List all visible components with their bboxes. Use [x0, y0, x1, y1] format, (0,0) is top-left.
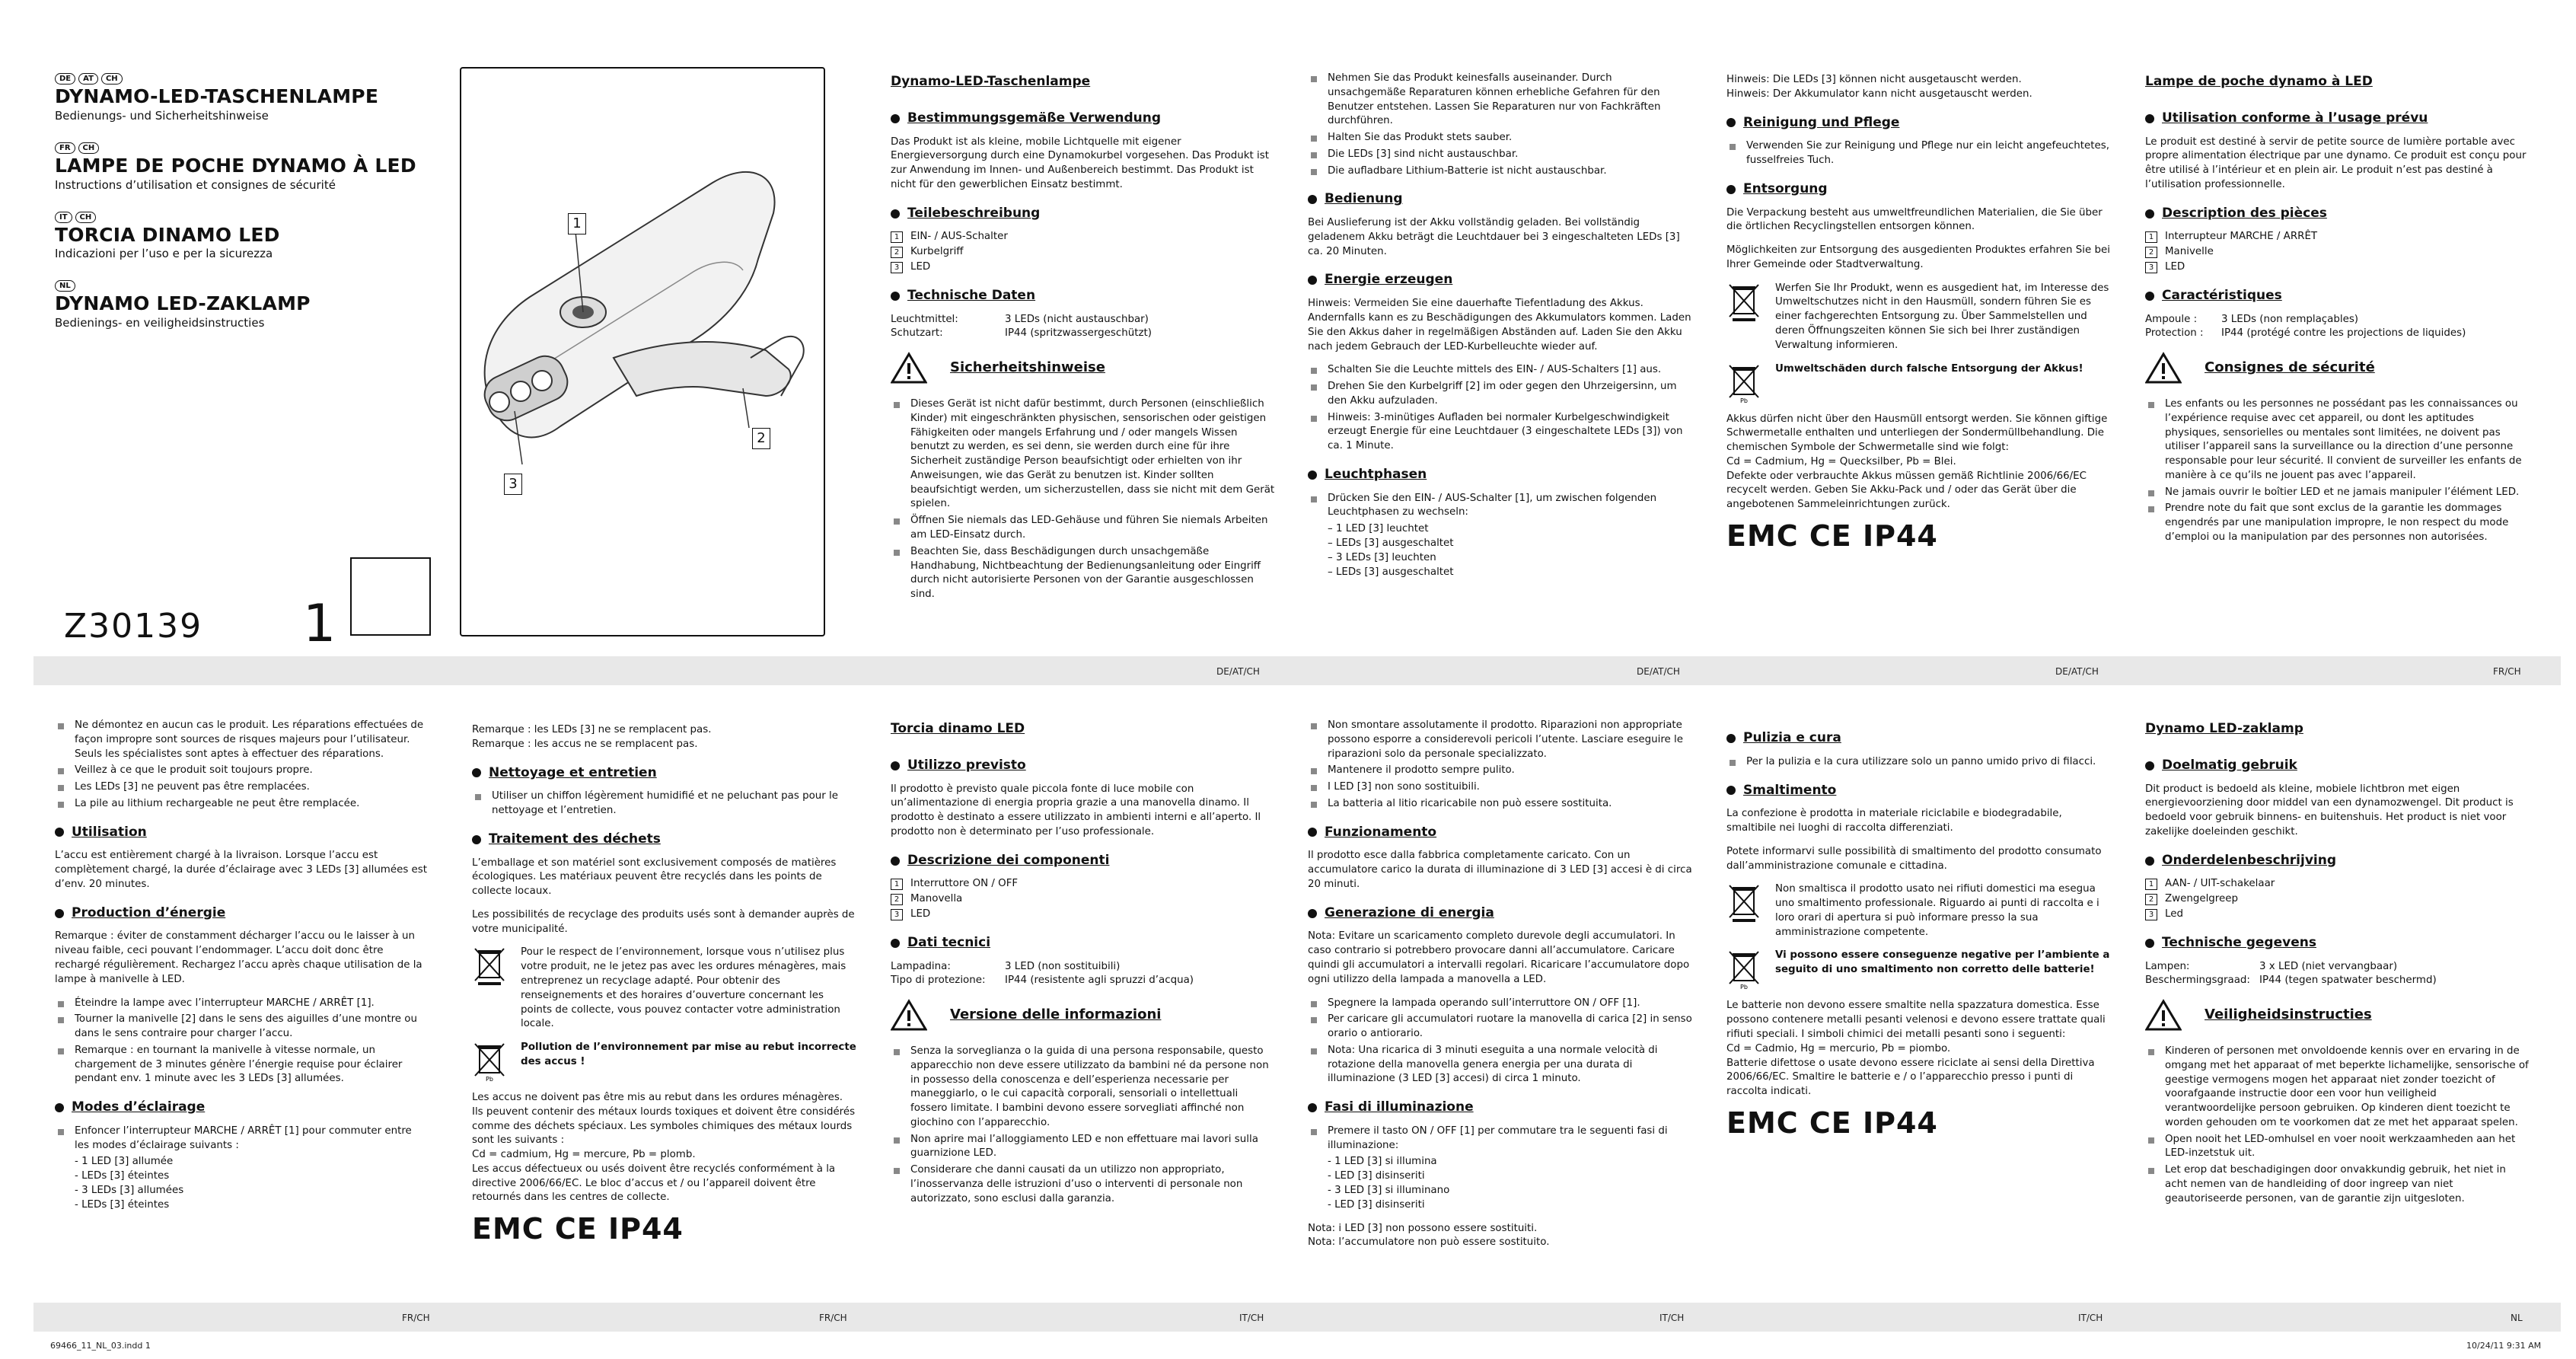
- heading-clean: Nettoyage et entretien: [472, 764, 856, 783]
- text-energy: Hinweis: Vermeiden Sie eine dauerhafte Tiefentladung des Akkus. Andernfalls kann es zu Beschädigungen des Akkumulators kommen. Laden Sie den Akkus daher in regelmäßigen Abständen auf. Laden Sie den Akku nach jedem Gebrauch der LED-Kurbelleuchte wieder auf.: [1308, 298, 1691, 353]
- svg-text:Pb: Pb: [1740, 984, 1748, 991]
- section-title: Dynamo LED-zaklamp: [2145, 721, 2303, 736]
- heading-safety: Consignes de sécurité: [2145, 352, 2530, 384]
- battery-warning: Pb Vi possono essere conseguenze negative per l’ambiente a seguito di uno smaltimento non corretto delle batterie!: [1726, 949, 2111, 990]
- heading-safety: Sicherheitshinweise: [891, 352, 1275, 384]
- de-column-1: [891, 73, 1275, 605]
- lang-badge: AT: [78, 73, 98, 85]
- heading-tech: Dati tecnici: [891, 934, 1275, 952]
- cover-column: [55, 73, 451, 349]
- certification-marks: EMC CE IP44: [472, 1212, 684, 1246]
- heading-phases: Fasi di illuminazione: [1308, 1099, 1692, 1117]
- heading-phases: Leuchtphasen: [1308, 466, 1692, 484]
- heading-disposal: Traitement des déchets: [472, 831, 856, 849]
- footer-lang: IT/CH: [1239, 1313, 1264, 1323]
- device-illustration: [460, 67, 825, 636]
- model-number: Z30139: [64, 607, 203, 646]
- lang-badge: CH: [101, 73, 123, 85]
- text-disposal: Les possibilités de recyclage des produits usés sont à demander auprès de votre municipalité.: [472, 908, 855, 935]
- section-title: Lampe de poche dynamo à LED: [2145, 74, 2373, 89]
- crossed-bin-icon: [1726, 282, 1761, 323]
- tech-data: Lampen: 3 x LED (niet vervangbaar) Beschermingsgraad: IP44 (tegen spatwater beschermd): [2145, 960, 2437, 987]
- note: Nota: i LED [3] non possono essere sostituiti.: [1308, 1222, 1538, 1234]
- text-disposal: Die Verpackung besteht aus umweltfreundlichen Materialien, die Sie über die örtlichen Recyclingstellen entsorgen können.: [1726, 206, 2103, 233]
- clean-list: Utiliser un chiffon légèrement humidifié et ne peluchant pas pour le nettoyage et l’entretien.: [472, 790, 856, 818]
- fr-column-1: [2145, 73, 2530, 547]
- fr-column-2: [55, 719, 428, 1213]
- heading-disposal: Smaltimento: [1726, 782, 2111, 800]
- section-title: Dynamo-LED-Taschenlampe: [891, 74, 1091, 89]
- phases: - 1 LED [3] si illumina - LED [3] disinseriti - 3 LED [3] si illuminano - LED [3] disinseriti: [1328, 1156, 1450, 1211]
- cover-lang-it: [55, 212, 451, 263]
- parts-list: 1 Interrupteur MARCHE / ARRÊT 2 Manivelle 3 LED: [2145, 230, 2530, 274]
- section-title: Torcia dinamo LED: [891, 721, 1025, 736]
- heading-tech: Technische Daten: [891, 287, 1275, 305]
- certification-marks: EMC CE IP44: [1726, 1105, 1938, 1140]
- text-disposal: Möglichkeiten zur Entsorgung des ausgedienten Produktes erfahren Sie bei Ihrer Gemeinde oder Stadtverwaltung.: [1726, 244, 2110, 270]
- print-date: 10/24/11 9:31 AM: [2466, 1341, 2542, 1351]
- heading-parts: Descrizione dei componenti: [891, 852, 1275, 870]
- svg-text:Pb: Pb: [1740, 397, 1748, 404]
- callout-2: 2: [752, 428, 770, 449]
- blank-box: [350, 557, 431, 636]
- footer-lang: DE/AT/CH: [1216, 666, 1260, 677]
- heading-op: Bedienung: [1308, 190, 1692, 209]
- heading-phases: Modes d’éclairage: [55, 1099, 428, 1117]
- safety-list: Les enfants ou les personnes ne possédant pas les connaissances ou l’expérience requise avec cet appareil, ou dont les aptitudes physiques, sensorielles ou mentales sont limitées, ne doivent pas utiliser l’appareil sans la surveillance ou la direction d’une personne responsable pour leur sécurité. Il convient de surveiller les enfants de manière à ce qu’ils ne jouent pas avec l’appareil. Ne jamais ouvrir le boîtier LED et ne jamais manipuler l’élément LED. Prendre note du fait que sont exclus de la garantie les dommages engendrés par une manipulation impropre, le non respect du mode d’emploi ou la manipulation par des personnes non autorisées.: [2145, 397, 2530, 545]
- safety-list: Senza la sorveglianza o la guida di una persona responsabile, questo apparecchio non deve essere utilizzato da bambini né da persone non in possesso della conoscenza e dell’esperienza necessarie per maneggiarlo, o le cui capacità corporali, sensoriali o intellettuali fossero limitate. I bambini devono essere sorvegliati affinché non giochino con l’apparecchio. Non aprire mai l’alloggiamento LED e non effettuare mai lavori sulla guarnizione LED. Considerare che danni causati da un utilizzo non appropriato, l’inosservanza delle istruzioni d’uso o interventi di personale non autorizzato, sono esclusi dalla garanzia.: [891, 1045, 1275, 1206]
- clean-list: Per la pulizia e la cura utilizzare solo un panno umido privo di filacci.: [1726, 755, 2111, 770]
- it-column-3: [1726, 717, 2111, 1140]
- phases: - 1 LED [3] allumée - LEDs [3] éteintes - 3 LEDs [3] allumées - LEDs [3] éteintes: [75, 1156, 184, 1211]
- cover-subtitle: Instructions d’utilisation et consignes de sécurité: [55, 177, 336, 192]
- heading-parts: Teilebeschreibung: [891, 205, 1275, 223]
- footer-lang: IT/CH: [1659, 1313, 1685, 1323]
- warning-icon: [891, 999, 927, 1031]
- svg-text:Pb: Pb: [486, 1076, 493, 1083]
- print-file-name: 69466_11_NL_03.indd 1: [50, 1341, 151, 1351]
- callout-1: 1: [568, 213, 586, 234]
- heading-energy: Production d’énergie: [55, 904, 428, 923]
- energy-list: Éteindre la lampe avec l’interrupteur MARCHE / ARRÊT [1]. Tourner la manivelle [2] dans le sens des aiguilles d’une montre ou dans le sens contraire pour charger l’accu. Remarque : en tournant la manivelle à vitesse normale, un chargement de 3 minutes génère l’énergie requise pour éclairer pendant env. 1 minute avec les 3 LEDs [3] allumées.: [55, 997, 428, 1087]
- tech-data: Leuchtmittel: 3 LEDs (nicht austauschbar) Schutzart: IP44 (spritzwassergeschützt): [891, 313, 1152, 340]
- footer-lang: DE/AT/CH: [2055, 666, 2099, 677]
- callout-3: 3: [504, 474, 522, 495]
- phases-list: Drücken Sie den EIN- / AUS-Schalter [1], um zwischen folgenden Leuchtphasen zu wechseln:: [1308, 492, 1692, 521]
- heading-energy: Generazione di energia: [1308, 904, 1692, 923]
- text-disposal: Potete informarvi sulle possibilità di smaltimento del prodotto consumato dall’amministrazione comunale e cittadina.: [1726, 845, 2102, 872]
- it-column-1: [891, 720, 1275, 1209]
- lang-badge: NL: [55, 280, 75, 292]
- bullet-list: Nehmen Sie das Produkt keinesfalls auseinander. Durch unsachgemäße Reparaturen können erhebliche Gefahren für den Benutzer entstehen. Lassen Sie Reparaturen nur von Fachkräften durchführen. Halten Sie das Produkt stets sauber. Die LEDs [3] sind nicht austauschbar. Die aufladbare Lithium-Batterie ist nicht austauschbar.: [1308, 72, 1692, 178]
- text-energy: Remarque : éviter de constamment décharger l’accu ou le laisser à un niveau faible, ceci pouvant l’endommager. L’accu doit donc être rechargé régulièrement. Rechargez l’accu après chaque utilisation de la lampe à manivelle à LED.: [55, 930, 422, 985]
- lang-badge: CH: [75, 212, 97, 223]
- text-disposal: L’emballage et son matériel sont exclusivement composés de matières écologiques. Les matériaux peuvent être recyclés dans les points de collecte locaux.: [472, 857, 837, 898]
- cover-lang-fr: [55, 142, 451, 193]
- heading-op: Funzionamento: [1308, 824, 1692, 842]
- cover-subtitle: Bedienungs- und Sicherheitshinweise: [55, 108, 269, 123]
- heading-clean: Reinigung und Pflege: [1726, 114, 2111, 132]
- battery-bin-icon: [1726, 362, 1761, 404]
- text-battery: Le batterie non devono essere smaltite nella spazzatura domestica. Esse possono contenere metalli pesanti velenosi e devono essere trattate quali rifiuti speciali. I simboli chimici dei metalli pesanti sono i seguenti: Cd = Cadmio, Hg = mercurio, Pb = piombo. Batterie difettose o usate devono essere riciclate ai sensi della Direttiva 2006/66/EC. Smaltire le batterie e / o l’apparecchio presso i punti di raccolta indicati.: [1726, 1000, 2106, 1098]
- bin-notice: Non smaltisca il prodotto usato nei rifiuti domestici ma esegua uno smaltimento professionale. Riguardo ai punti di raccolta e i loro orari di apertura si può informare presso la sua amministrazione competente.: [1726, 882, 2111, 939]
- battery-bin-icon: [1726, 949, 1761, 990]
- crossed-bin-icon: [472, 946, 507, 987]
- text-energy: Nota: Evitare un scaricamento completo durevole degli accumulatori. In caso contrario si potrebbero provocare danni all’accumulatore. Caricare quindi gli accumulatori a intervalli regolari. Ricaricare l’accumulatore dopo ogni utilizzo della lampada a manovella a LED.: [1308, 930, 1690, 985]
- note: Remarque : les LEDs [3] ne se remplacent pas.: [472, 724, 712, 735]
- phases-list: Enfoncer l’interrupteur MARCHE / ARRÊT [1] pour commuter entre les modes d’éclairage suivants :: [55, 1125, 428, 1153]
- page-number: 1: [303, 594, 336, 654]
- text-op: Bei Auslieferung ist der Akku vollständig geladen. Bei vollständig geladenem Akku beträgt die Leuchtdauer bei 3 eingeschalteten LEDs [3] ca. 20 Minuten.: [1308, 217, 1680, 257]
- heading-parts: Onderdelenbeschrijving: [2145, 852, 2530, 870]
- cover-title: LAMPE DE POCHE DYNAMO À LED: [55, 154, 416, 177]
- heading-safety: Veiligheidsinstructies: [2145, 999, 2530, 1031]
- tech-data: Lampadina: 3 LED (non sostituibili) Tipo di protezione: IP44 (resistente agli spruzzi d’acqua): [891, 960, 1194, 987]
- bullet-list: Non smontare assolutamente il prodotto. Riparazioni non appropriate possono esporre a considerevoli pericoli l’utente. Lasciare eseguire le riparazioni solo da personale specializzato. Mantenere il prodotto sempre pulito. I LED [3] non sono sostituibili. La batteria al litio ricaricabile non può essere sostituita.: [1308, 719, 1692, 812]
- footer-lang: FR/CH: [2493, 666, 2521, 677]
- lang-badge: DE: [55, 73, 75, 85]
- bin-notice: Werfen Sie Ihr Produkt, wenn es ausgedient hat, im Interesse des Umweltschutzes nicht in den Hausmüll, sondern führen Sie es einer fachgerechten Entsorgung zu. Über Sammelstellen und deren Öffnungszeiten können Sie sich bei Ihrer zuständigen Verwaltung informieren.: [1726, 282, 2111, 353]
- phases-list: Premere il tasto ON / OFF [1] per commutare tra le seguenti fasi di illuminazione:: [1308, 1125, 1692, 1153]
- text-op: Il prodotto esce dalla fabbrica completamente caricato. Con un accumulatore carico la durata di illuminazione di 3 LED [3] accesi è di circa 20 minuti.: [1308, 850, 1692, 890]
- bin-notice: Pour le respect de l’environnement, lorsque vous n’utilisez plus votre produit, ne le jetez pas avec les ordures ménagères, mais entreprenez un recyclage adapté. Pour obtenir des renseignements et des horaires d’ouverture concernant les points de collecte, vous pouvez contacter votre administration locale.: [472, 946, 856, 1032]
- warning-icon: [2145, 999, 2182, 1031]
- cover-lang-de: [55, 73, 451, 124]
- heading-tech: Caractéristiques: [2145, 287, 2530, 305]
- cover-title: TORCIA DINAMO LED: [55, 223, 280, 246]
- warning-icon: [2145, 352, 2182, 384]
- footer-lang: FR/CH: [402, 1313, 430, 1323]
- energy-list: Schalten Sie die Leuchte mittels des EIN- / AUS-Schalters [1] aus. Drehen Sie den Kurbelgriff [2] im oder gegen den Uhrzeigersinn, um den Akku aufzuladen. Hinweis: 3-minütiges Aufladen bei normaler Kurbelgeschwindigkeit erzeugt Energie für eine Leuchtdauer (3 eingeschaltete LEDs [3]) von ca. 1 Minute.: [1308, 363, 1692, 454]
- de-column-3: [1726, 73, 2111, 553]
- crossed-bin-icon: [1726, 882, 1761, 924]
- footer-band-top: [33, 656, 2561, 685]
- note: Nota: l’accumulatore non può essere sostituito.: [1308, 1236, 1550, 1249]
- heading-use: Bestimmungsgemäße Verwendung: [891, 110, 1275, 128]
- heading-use: Doelmatig gebruik: [2145, 757, 2530, 775]
- footer-lang: DE/AT/CH: [1637, 666, 1680, 677]
- footer-lang: IT/CH: [2078, 1313, 2103, 1323]
- cover-title: DYNAMO LED-ZAKLAMP: [55, 292, 311, 315]
- warning-icon: [891, 352, 927, 384]
- parts-list: 1 AAN- / UIT-schakelaar 2 Zwengelgreep 3 Led: [2145, 877, 2530, 921]
- text-use: Dit product is bedoeld als kleine, mobiele lichtbron met eigen energievoorziening door middel van een dynamozwengel. Dit product is bedoeld voor gebruik binnens- en buitenshuis. Het product is niet voor zakelijke doeleinden geschikt.: [2145, 783, 2514, 837]
- heading-clean: Pulizia e cura: [1726, 729, 2111, 748]
- text-battery: Les accus ne doivent pas être mis au rebut dans les ordures ménagères. Ils peuvent contenir des métaux lourds toxiques et doivent être considérés comme des déchets spéciaux. Les symboles chimiques des métaux lourds sont les suivants : Cd = cadmium, Hg = mercure, Pb = plomb. Les accus défectueux ou usés doivent être recyclés conformément à la directive 2006/66/EC. Le bloc d’accus et / ou l’appareil doivent être retournés dans les centres de collecte.: [472, 1092, 856, 1204]
- heading-disposal: Entsorgung: [1726, 180, 2111, 199]
- flashlight-drawing: [461, 69, 824, 635]
- note: Hinweis: Die LEDs [3] können nicht ausgetauscht werden.: [1726, 74, 2022, 85]
- phases: – 1 LED [3] leuchtet – LEDs [3] ausgeschaltet – 3 LEDs [3] leuchten – LEDs [3] ausgeschaltet: [1328, 523, 1454, 578]
- lang-badge: FR: [55, 142, 75, 154]
- fr-column-3: [472, 723, 856, 1246]
- heading-tech: Technische gegevens: [2145, 934, 2530, 952]
- note: Hinweis: Der Akkumulator kann nicht ausgetauscht werden.: [1726, 88, 2032, 100]
- safety-list: Kinderen of personen met onvoldoende kennis over en ervaring in de omgang met het apparaat of met beperkte lichamelijke, sensorische of geestige vermogens mogen het apparaat niet zonder toezicht of voorafgaande instructie door een voor hun veiligheid verantwoordelijke persoon gebruiken. Op kinderen dient toezicht te worden gehouden om te voorkomen dat ze met het apparaat spelen. Open nooit het LED-omhulsel en voer nooit werkzaamheden aan het LED-inzetstuk uit. Let erop dat beschadigingen door onvakkundig gebruik, het niet in acht nemen van de handleiding of door ingreep van niet geautoriseerde personen, van de garantie zijn uitgesloten.: [2145, 1045, 2530, 1206]
- text-battery: Akkus dürfen nicht über den Hausmüll entsorgt werden. Sie können giftige Schwermetalle enthalten und unterliegen der Sondermüllbehandlung. Die chemischen Symbole der Schwermetalle sind wie folgt: Cd = Cadmium, Hg = Quecksilber, Pb = Blei. Defekte oder verbrauchte Akkus müssen gemäß Richtlinie 2006/66/EC recycelt werden. Geben Sie Akku-Pack und / oder das Gerät über die angebotenen Sammeleinrichtungen zurück.: [1726, 413, 2108, 511]
- battery-warning: Pb Umweltschäden durch falsche Entsorgung der Akkus!: [1726, 362, 2111, 404]
- note: Remarque : les accus ne se remplacent pas.: [472, 738, 698, 750]
- footer-lang: NL: [2511, 1313, 2523, 1323]
- battery-warning: Pb Pollution de l’environnement par mise au rebut incorrecte des accus !: [472, 1041, 856, 1082]
- lang-badge: IT: [55, 212, 72, 223]
- text-use: Das Produkt ist als kleine, mobile Lichtquelle mit eigener Energieversorgung durch eine Dynamokurbel vorgesehen. Das Produkt ist zur Anwendung im Innen- und Außenbereich bestimmt. Das Produkt ist nicht für den gewerblichen Einsatz bestimmt.: [891, 136, 1269, 190]
- bullet-list: Ne démontez en aucun cas le produit. Les réparations effectuées de façon impropre sont sources de risques majeurs pour l’utilisateur. Seuls les spécialistes sont aptes à effectuer des réparations. Veillez à ce que le produit soit toujours propre. Les LEDs [3] ne peuvent pas être remplacées. La pile au lithium rechargeable ne peut être remplacée.: [55, 719, 428, 812]
- heading-use: Utilisation conforme à l’usage prévu: [2145, 110, 2530, 128]
- cover-subtitle: Indicazioni per l’uso e per la sicurezza: [55, 247, 273, 261]
- cover-lang-nl: [55, 280, 451, 331]
- safety-list: Dieses Gerät ist nicht dafür bestimmt, durch Personen (einschließlich Kinder) mit eingeschränkten physischen, sensorischen oder geistigen Fähigkeiten oder mangels Erfahrung und / oder mangels Wissen benutzt zu werden, es sei denn, sie werden durch eine für ihre Sicherheit zuständige Person beaufsichtigt oder erhielten von ihr Anweisungen, wie das Gerät zu benutzen ist. Kinder sollten beaufsichtigt werden, um sicherzustellen, dass sie nicht mit dem Gerät spielen. Öffnen Sie niemals das LED-Gehäuse und führen Sie niemals Arbeiten am LED-Einsatz durch. Beachten Sie, dass Beschädigungen durch unsachgemäße Handhabung, Nichtbeachtung der Bedienungsanleitung oder Eingriff durch nicht autorisierte Personen von der Garantie ausgeschlossen sind.: [891, 397, 1275, 602]
- heading-op: Utilisation: [55, 824, 428, 842]
- cover-title: DYNAMO-LED-TASCHENLAMPE: [55, 85, 379, 107]
- text-disposal: La confezione è prodotta in materiale riciclabile e biodegradabile, smaltibile nei luoghi di raccolta differenziati.: [1726, 808, 2062, 834]
- heading-safety: Versione delle informazioni: [891, 999, 1275, 1031]
- clean-list: Verwenden Sie zur Reinigung und Pflege nur ein leicht angefeuchtetes, fusselfreies Tuch.: [1726, 139, 2111, 168]
- cover-subtitle: Bedienings- en veiligheidsinstructies: [55, 316, 265, 330]
- certification-marks: EMC CE IP44: [1726, 518, 1938, 553]
- text-op: L’accu est entièrement chargé à la livraison. Lorsque l’accu est complètement chargé, la durée d’éclairage avec 3 LEDs [3] allumées est d’env. 20 minutes.: [55, 850, 428, 890]
- de-column-2: [1308, 72, 1692, 579]
- energy-list: Spegnere la lampada operando sull’interruttore ON / OFF [1]. Per caricare gli accumulatori ruotare la manovella di carica [2] in senso orario o antiorario. Nota: Una ricarica di 3 minuti eseguita a una normale velocità di rotazione della manovella genera energia per una durata di illuminazione (3 LED [3] accesi) di circa 1 minuto.: [1308, 997, 1692, 1087]
- heading-energy: Energie erzeugen: [1308, 271, 1692, 289]
- battery-bin-icon: [472, 1041, 507, 1082]
- it-column-2: [1308, 719, 1692, 1250]
- heading-parts: Description des pièces: [2145, 205, 2530, 223]
- parts-list: 1 Interruttore ON / OFF 2 Manovella 3 LED: [891, 877, 1275, 921]
- nl-column-1: [2145, 720, 2530, 1209]
- heading-use: Utilizzo previsto: [891, 757, 1275, 775]
- parts-list: 1 EIN- / AUS-Schalter 2 Kurbelgriff 3 LED: [891, 230, 1275, 274]
- text-use: Il prodotto è previsto quale piccola fonte di luce mobile con un’alimentazione di energia propria grazie a una manovella dinamo. Il prodotto è destinato a essere utilizzato in ambienti interni e all’aperto. Il prodotto non è determinato per l’uso professionale.: [891, 783, 1261, 837]
- footer-lang: FR/CH: [819, 1313, 847, 1323]
- lang-badge: CH: [78, 142, 100, 154]
- text-use: Le produit est destiné à servir de petite source de lumière portable avec propre alimentation électrique par une dynamo. Ce produit est conçu pour être utilisé à l’intérieur et en plein air. Le produit n’est pas destiné à l’utilisation professionnelle.: [2145, 136, 2527, 190]
- tech-data: Ampoule : 3 LEDs (non remplaçables) Protection : IP44 (protégé contre les projections de liquides): [2145, 313, 2466, 340]
